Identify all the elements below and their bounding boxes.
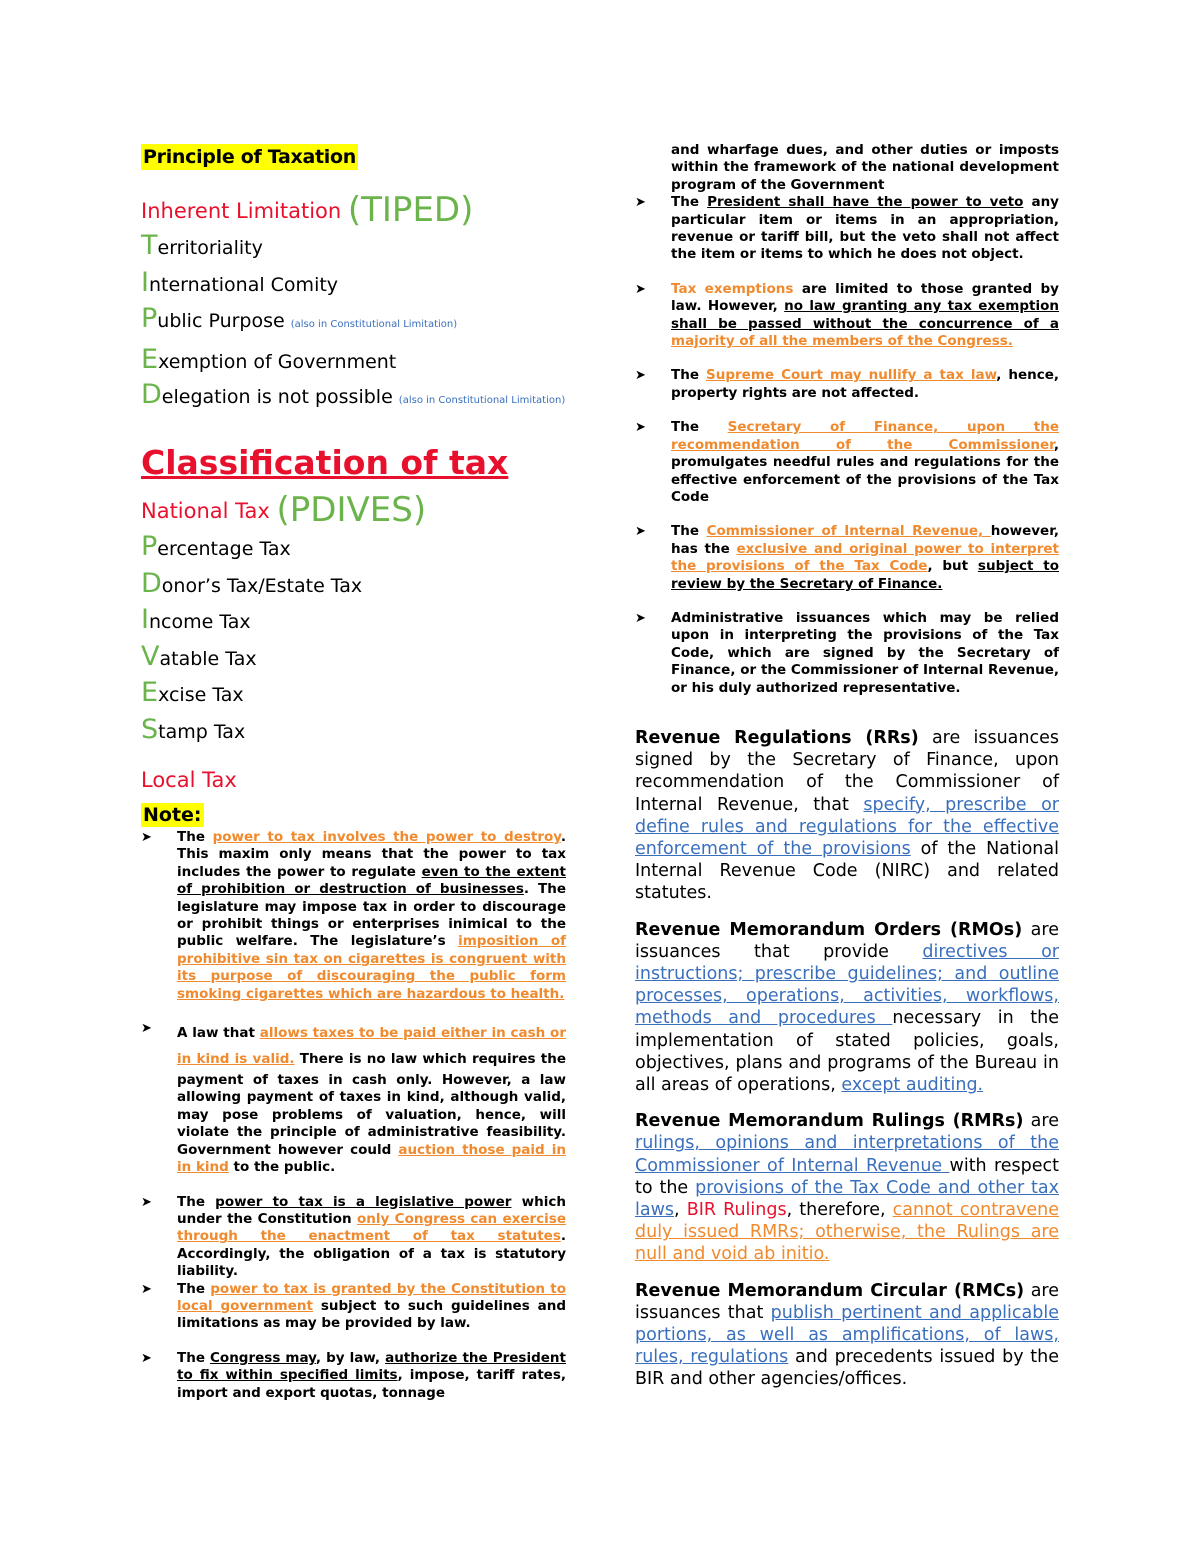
text-run: Secretary of Finance, upon the recommendation of the Commissioner: [671, 419, 1059, 453]
text-run: are limited to those granted by law. However,: [671, 280, 1059, 315]
text-run: and wharfage dues, and other duties or imposts within the framework of the national development program of the Government: [671, 142, 1059, 193]
text-run: tamp Tax: [158, 720, 246, 743]
text-run: auction those paid in in kind: [177, 1141, 566, 1176]
text-run: The: [671, 194, 708, 211]
paragraph-rmos: [635, 919, 1059, 1097]
text-run: Revenue Regulations (RRs): [635, 727, 919, 748]
national-label: National Tax: [141, 499, 277, 523]
text-run: . The legislature may impose tax in order to discourage or prohibit things or enterprises inimical to the public welfare. The legislature’s: [177, 881, 566, 950]
arrow-bullet-icon: ➤: [635, 524, 646, 540]
text-run: , by law,: [315, 1349, 386, 1366]
text-run: E: [141, 343, 159, 375]
text-run: I: [141, 266, 149, 298]
text-run: Commissioner of Internal Revenue,: [706, 523, 991, 540]
list-item: [635, 367, 1059, 402]
arrow-bullet-icon: ➤: [635, 420, 646, 436]
text-run: with respect to the: [635, 1155, 1060, 1198]
principle-title: Principle of Taxation: [143, 146, 356, 168]
text-run: D: [141, 379, 162, 410]
inherent-acronym: (TIPED): [347, 190, 474, 230]
list-item: [635, 523, 1059, 593]
text-run: to the public.: [228, 1159, 336, 1176]
text-run: publish pertinent and applicable portions, as well as amplifications, of laws, rules, regulations: [635, 1302, 1059, 1368]
classification-title: Classification of tax: [141, 443, 509, 482]
text-run: . Accordingly, the obligation of a tax is statutory liability.: [177, 1228, 566, 1280]
text-run: The: [177, 1193, 216, 1210]
text-run: Tax exemptions: [671, 280, 794, 297]
left-column: [141, 142, 566, 1402]
text-run: I: [141, 604, 149, 635]
tiped-item: [141, 266, 566, 303]
inherent-label: Inherent Limitation: [141, 199, 348, 223]
text-run: only Congress can exercise through the enactment of tax statutes: [177, 1210, 566, 1245]
pdives-item: [141, 567, 566, 604]
pdives-item: [141, 640, 566, 677]
text-run: majority of all the members of the Congress.: [671, 333, 1013, 350]
text-run: which under the Constitution: [177, 1193, 566, 1227]
text-run: ,: [674, 1200, 687, 1221]
text-run: any particular item or items in an appropriation, revenue or tariff bill, but the veto shall not affect the item or items to which he does not object.: [671, 194, 1059, 263]
text-run: nternational Comity: [148, 273, 339, 296]
list-item: [141, 1020, 566, 1176]
text-run: The: [671, 523, 707, 540]
text-run: T: [141, 230, 158, 261]
text-run: The: [177, 1280, 211, 1297]
tiped-list: [141, 229, 566, 411]
tiped-item: [141, 379, 566, 411]
note-bullets: [141, 829, 566, 1402]
tiped-item: [141, 229, 566, 266]
text-run: are issuances signed by the Secretary of Finance, upon recommendation of the Commissioner of Internal Revenue, that: [635, 727, 1060, 815]
text-run: xcise Tax: [158, 684, 244, 706]
list-item-continued: [635, 142, 1059, 194]
arrow-bullet-icon: ➤: [141, 1021, 152, 1037]
text-run: are issuances that provide: [635, 919, 1059, 962]
text-run: , therefore,: [786, 1200, 893, 1221]
text-run: There is no law which requires the payment of taxes in cash only. However, a law allowing payment of taxes in kind, although valid, may pose problems of valuation, hence, will violate the principle of administrative feasibility. Government however could: [177, 1051, 567, 1158]
text-run: D: [141, 567, 162, 599]
inherent-limitation-heading: [141, 192, 566, 229]
text-run: directives or instructions; prescribe guidelines; and outline processes, operations, activities, workflows, methods and procedures: [635, 941, 1059, 1029]
text-run: E: [141, 677, 159, 708]
list-item: [635, 281, 1059, 351]
text-run: specify, prescribe or define rules and regulations for the effective enforcement of the provisions: [635, 794, 1059, 859]
text-run: are issuances that: [635, 1280, 1059, 1323]
list-item: [141, 829, 566, 1003]
pdives-item: [141, 530, 566, 567]
national-acronym: (PDIVES): [276, 490, 427, 530]
text-run: power to tax is a legislative power: [215, 1193, 512, 1210]
text-run: ncome Tax: [148, 611, 251, 633]
text-run: Congress may: [210, 1349, 316, 1366]
text-run: (also in Constitutional Limitation): [290, 319, 458, 330]
text-run: (also in Constitutional Limitation): [398, 395, 566, 406]
text-run: ercentage Tax: [157, 538, 291, 560]
text-run: atable Tax: [159, 647, 257, 670]
text-run: cannot contravene duly issued RMRs; otherwise, the Rulings are null and void ab initio.: [635, 1200, 1059, 1265]
list-item: [141, 1350, 566, 1402]
text-run: rulings, opinions and interpretations of the Commissioner of Internal Revenue: [635, 1133, 1059, 1176]
text-run: of the National Internal Revenue Code (NIRC) and related statutes.: [635, 838, 1059, 904]
text-run: onor’s Tax/Estate Tax: [161, 574, 363, 597]
arrow-bullet-icon: ➤: [635, 195, 646, 211]
text-run: provisions of the Tax Code and other tax laws: [635, 1177, 1059, 1221]
note-label: Note:: [143, 804, 202, 826]
pdives-item: [141, 676, 566, 713]
list-item: [635, 419, 1059, 506]
text-run: erritoriality: [157, 237, 263, 259]
text-run: Revenue Memorandum Rulings (RMRs): [635, 1111, 1024, 1132]
list-item: [635, 610, 1059, 697]
paragraph-rmrs: [635, 1110, 1059, 1265]
arrow-bullet-icon: ➤: [141, 830, 152, 845]
pdives-list: [141, 530, 566, 749]
text-run: Administrative issuances which may be relied upon in interpreting the provisions of the Tax Code, which are signed by the Secretary of Finance, or the Commissioner of Internal Revenue, or his duly authorized representative.: [671, 609, 1059, 696]
text-run: The: [177, 1349, 211, 1366]
right-column: [635, 142, 1059, 1391]
text-run: subject to review by the Secretary of Finance.: [671, 558, 1059, 592]
list-item: [141, 1194, 566, 1281]
pdives-item: [141, 713, 566, 750]
tiped-item: [141, 302, 566, 343]
text-run: imposition of prohibitive sin tax on cigarettes is congruent with its purpose of discouraging the public form smoking cigarettes which are hazardous to health.: [177, 933, 566, 1002]
list-item: [635, 194, 1059, 264]
text-run: power to tax involves the power to destroy: [212, 829, 561, 845]
text-run: The: [177, 829, 213, 845]
text-run: even to the extent of prohibition or destruction of businesses: [177, 863, 566, 898]
text-run: , hence, property rights are not affected.: [671, 367, 1060, 401]
paragraph-rrs: [635, 727, 1059, 905]
local-tax-heading: Local Tax: [141, 768, 237, 792]
list-item: [141, 1281, 566, 1333]
text-run: ublic Purpose: [157, 310, 291, 332]
text-run: xemption of Government: [158, 350, 397, 373]
arrow-bullet-icon: ➤: [141, 1350, 152, 1366]
text-run: P: [141, 531, 158, 562]
text-run: Revenue Memorandum Circular (RMCs): [635, 1280, 1025, 1301]
text-run: The: [671, 367, 707, 384]
note-bullets-continued: [635, 142, 1059, 697]
national-tax-heading: [141, 491, 566, 530]
text-run: power to tax is granted by the Constitution to local government: [177, 1280, 566, 1314]
arrow-bullet-icon: ➤: [141, 1194, 152, 1210]
paragraph-rmcs: [635, 1280, 1059, 1391]
text-run: V: [141, 640, 160, 672]
note-wrap: [141, 803, 566, 827]
text-run: BIR Rulings: [686, 1200, 787, 1221]
text-run: , but: [927, 558, 978, 575]
text-run: necessary in the implementation of stated policies, goals, objectives, plans and programs of the Bureau in all areas of operations,: [635, 1008, 1060, 1096]
text-run: are: [1023, 1111, 1059, 1132]
pdives-item: [141, 603, 566, 640]
text-run: exclusive and original power to interpret the provisions of the Tax Code: [671, 540, 1059, 575]
text-run: President shall have the power to veto: [707, 194, 1024, 211]
text-run: elegation is not possible: [161, 386, 399, 408]
tiped-item: [141, 343, 566, 380]
text-run: S: [141, 713, 159, 745]
text-run: . This maxim only means that the power to tax includes the power to regulate: [177, 829, 566, 880]
text-run: and precedents issued by the BIR and other agencies/offices.: [635, 1347, 1059, 1390]
text-run: A law that: [177, 1025, 260, 1042]
text-run: P: [141, 303, 158, 334]
text-run: however, has the: [671, 523, 1059, 557]
text-run: no law granting any tax exemption shall be passed without the concurrence of a: [671, 298, 1059, 332]
text-run: subject to such guidelines and limitations as may be provided by law.: [177, 1297, 567, 1332]
arrow-bullet-icon: ➤: [141, 1281, 152, 1297]
arrow-bullet-icon: ➤: [635, 281, 646, 297]
text-run: The: [671, 419, 728, 436]
text-run: Revenue Memorandum Orders (RMOs): [635, 919, 1023, 940]
principle-title-wrap: [141, 142, 566, 170]
arrow-bullet-icon: ➤: [635, 610, 646, 626]
text-run: allows taxes to be paid either in cash or in kind is valid.: [177, 1025, 566, 1068]
text-run: authorize the President to fix within specified limits: [177, 1349, 566, 1384]
text-run: Supreme Court may nullify a tax law: [706, 367, 997, 384]
text-run: except auditing.: [841, 1075, 984, 1096]
text-run: , impose, tariff rates, import and export quotas, tonnage: [177, 1367, 566, 1401]
text-run: , promulgates needful rules and regulations for the effective enforcement of the provisions of the Tax Code: [671, 436, 1059, 505]
arrow-bullet-icon: ➤: [635, 368, 646, 384]
